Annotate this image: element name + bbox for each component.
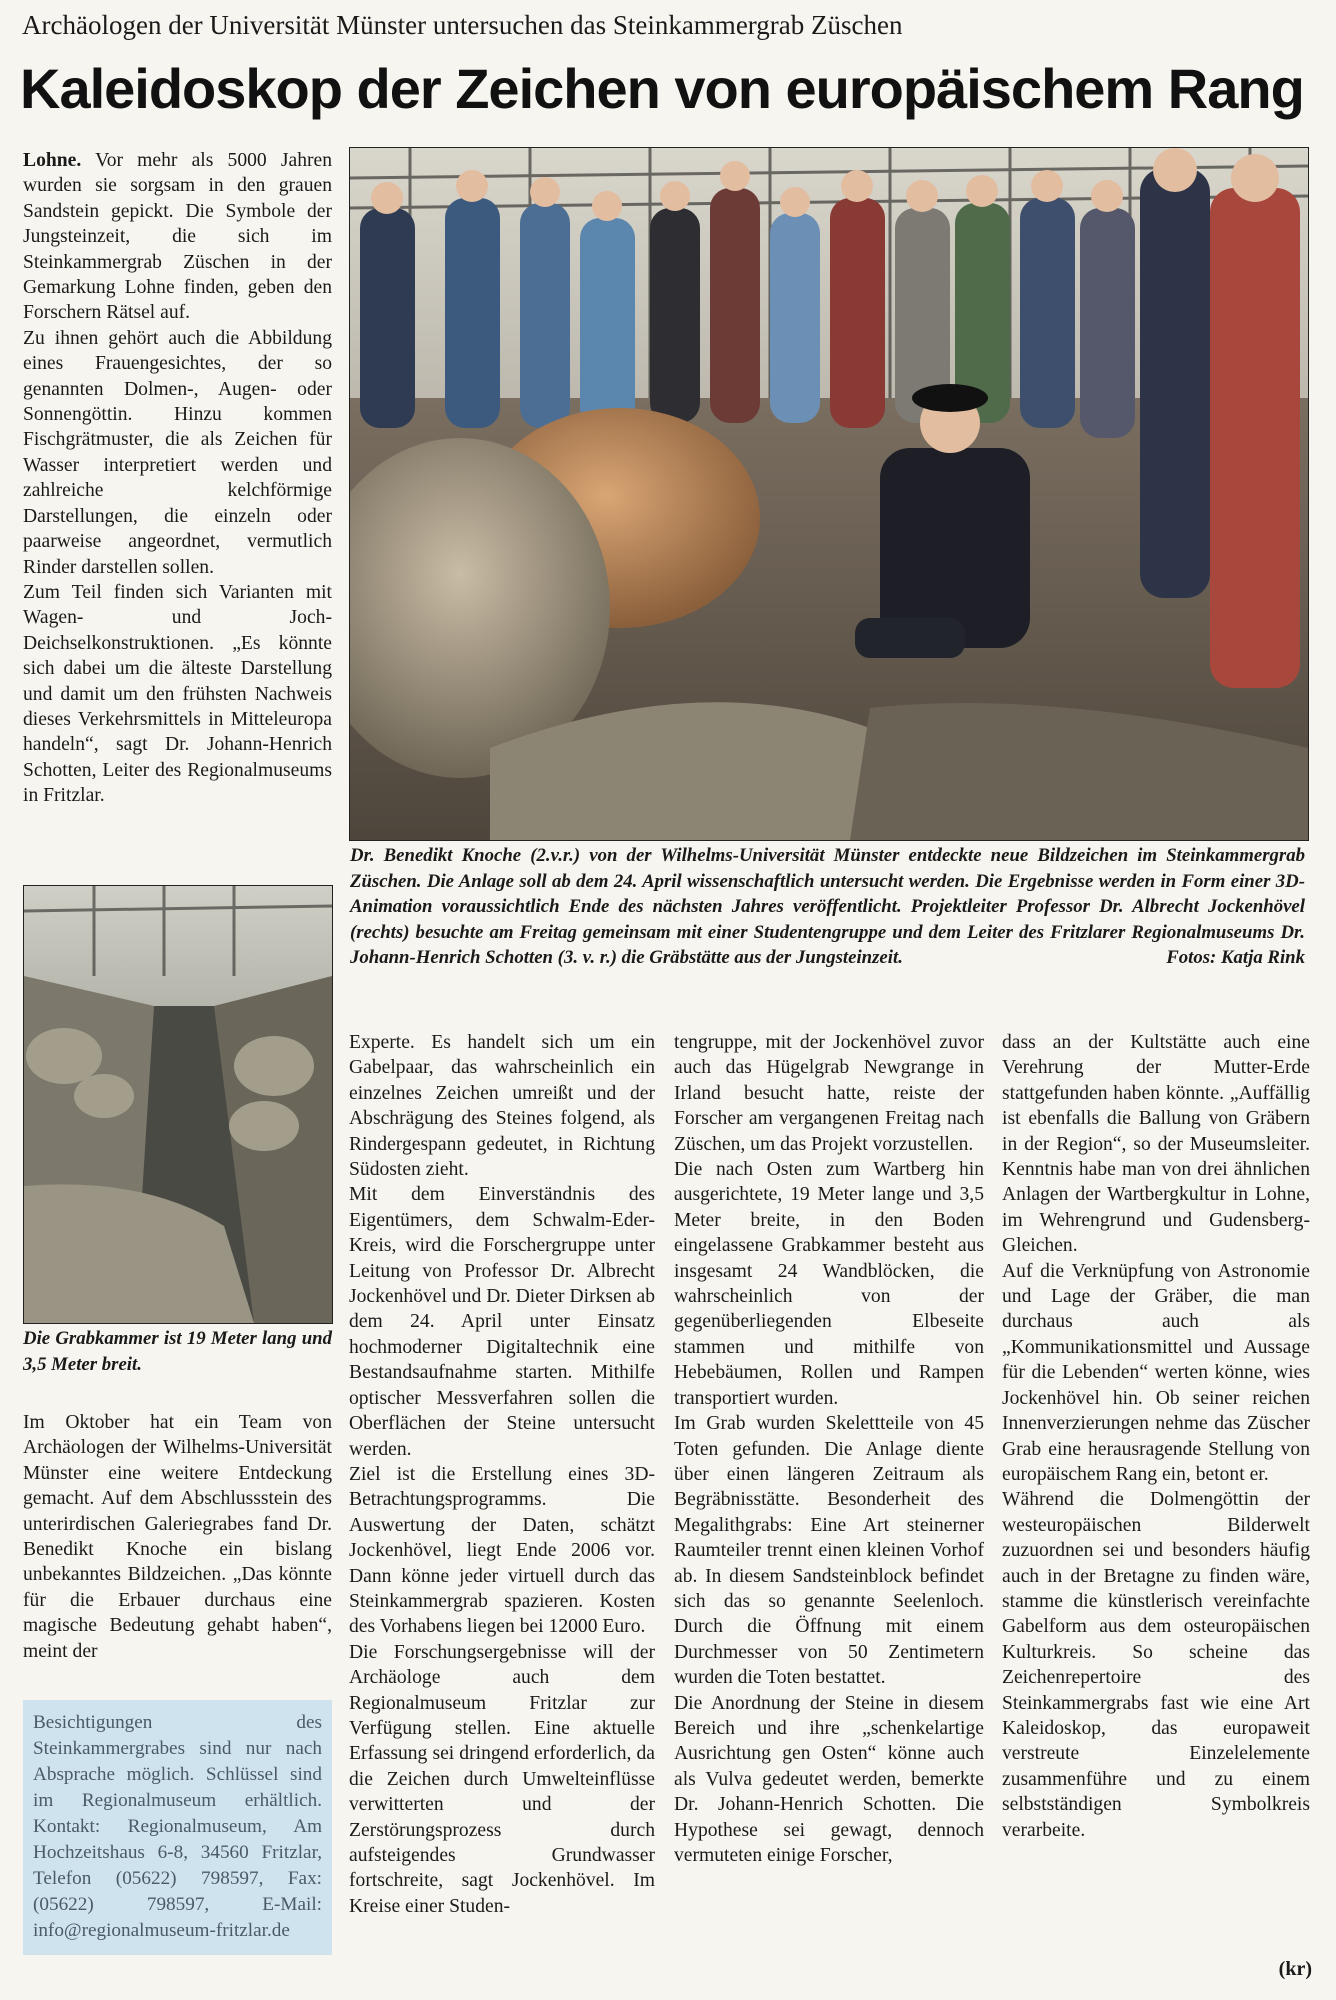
column-4 <box>1002 1030 1310 1843</box>
info-box: Besichtigungen des Steinkammergrabes sind nur nach Absprache möglich. Schlüssel sind im Regionalmuseum erhältlich. Kontakt: Regionalmuseum, Am Hochzeitshaus 6-8, 34560 Fritzlar, Telefon (05622) 798597, Fax: (05622) 798597, E-Mail: info@regionalmuseum-fritzlar.de <box>23 1700 332 1955</box>
grave-chamber-image <box>24 886 332 1323</box>
paragraph-text: Vor mehr als 5000 Jahren wurden sie sorgsam in den grauen Sandstein gepickt. Die Symbole der Jungsteinzeit, die sich im Steinkammergrab Züschen in der Gemarkung Lohne finden, geben den Forschern Rätsel auf. <box>23 150 333 324</box>
group-photo-image <box>350 148 1308 840</box>
paragraph: Die nach Osten zum Wartberg hin ausgerichtete, 19 Meter lange und 3,5 Meter breite, in den Boden eingelassene Grabkammer besteht aus insgesamt 24 Wandblöcken, die wahrscheinlich von der gegenüberliegenden Elbeseite stammen und mithilfe von Hebebäumen, Rollen und Rampen transportiert wurden. <box>674 1159 984 1409</box>
caption-text: Dr. Benedikt Knoche (2.v.r.) von der Wilhelms-Universität Münster entdeckte neue Bildzeichen im Steinkammergrab Züschen. Die Anlage soll ab dem 24. April wissenschaftlich untersucht werden. Die Ergebnisse werden in Form einer 3D-Animation voraussichtlich Ende des nächsten Jahres veröffentlicht. Projektleiter Professor Dr. Albrecht Jockenhövel (rechts) besuchte am Freitag gemeinsam mit einer Studentengruppe und dem Leiter des Fritzlarer Regionalmuseums Dr. Johann-Henrich Schotten (3. v. r.) die Gräbstätte aus der Jungsteinzeit. <box>350 845 1305 968</box>
column-2 <box>349 1030 655 1919</box>
paragraph: Die Anordnung der Steine in diesem Bereich und ihre „schenkelartige Ausrichtung gen Osten“ könne auch als Vulva gedeutet werden, bemerkte Dr. Johann-Henrich Schotten. Die Hypothese sei gewagt, dennoch vermuteten einige Forscher, <box>674 1692 984 1866</box>
column-1-upper <box>23 148 332 809</box>
photo-credit: Fotos: Katja Rink <box>1166 947 1305 968</box>
paragraph: Die Forschungsergebnisse will der Archäologe auch dem Regionalmuseum Fritzlar zur Verfügung stellen. Eine aktuelle Erfassung sei dringend erforderlich, da die Zeichen durch Umwelteinflüsse verwitterten und der Zerstörungsprozess durch aufsteigendes Grundwasser fortschreite, sagt Jockenhövel. Im Kreise einer Studen- <box>349 1641 655 1917</box>
paragraph: dass an der Kultstätte auch eine Verehrung der Mutter-Erde stattgefunden haben könnte. „Auffällig ist ebenfalls die Ballung von Gräbern in der Region“, so der Museumsleiter. Kenntnis habe man von drei ähnlichen Anlagen der Wartbergkultur in Lohne, im Wehrengrund und Gudensberg-Gleichen. <box>1002 1032 1310 1257</box>
column-1-lower <box>23 1410 332 1664</box>
small-photo <box>23 885 333 1324</box>
paragraph: Experte. Es handelt sich um ein Gabelpaar, das wahrscheinlich ein einzelnes Zeichen umreißt und der Abschrägung des Steines folgend, als Rindergespann gedeutet, in Richtung Südosten zieht. <box>349 1032 655 1181</box>
paragraph: Im Grab wurden Skelettteile von 45 Toten gefunden. Die Anlage diente über einen längeren Zeitraum als Begräbnisstätte. Besonderheit des Megalithgrabs: Eine Art steinerner Raumteiler trennt einen kleinen Vorhof ab. In diesem Sandsteinblock befindet sich das so genannte Seelenloch. Durch die Öffnung mit einem Durchmesser von 50 Zentimetern wurden die Toten bestattet. <box>674 1413 984 1689</box>
small-photo-caption: Die Grabkammer ist 19 Meter lang und 3,5 Meter breit. <box>23 1328 332 1375</box>
main-photo-caption <box>350 843 1305 971</box>
paragraph: Mit dem Einverständnis des Eigentümers, dem Schwalm-Eder-Kreis, wird die Forschergruppe unter Leitung von Professor Dr. Albrecht Jockenhövel und Dr. Dieter Dirksen ab dem 24. April unter Einsatz hochmoderner Digitaltechnik eine Bestandsaufnahme starten. Mithilfe optischer Messverfahren sollen die Oberflächen der Steine untersucht werden. <box>349 1184 655 1460</box>
kicker: Archäologen der Universität Münster untersuchen das Steinkammergrab Züschen <box>22 10 903 40</box>
headline: Kaleidoskop der Zeichen von europäischem Rang <box>20 57 1304 120</box>
paragraph: Ziel ist die Erstellung eines 3D-Betrachtungsprogramms. Die Auswertung der Daten, schätzt Jockenhövel, liegt Ende 2006 vor. Dann könne jeder virtuell durch das Steinkammergrab spazieren. Kosten des Vorhabens liegen bei 12000 Euro. <box>349 1463 655 1638</box>
paragraph <box>23 148 332 326</box>
dateline: Lohne. <box>23 150 82 171</box>
column-3 <box>674 1030 984 1868</box>
paragraph: Auf die Verknüpfung von Astronomie und Lage der Gräber, die man durchaus auch als „Kommunikationsmittel und Aussage für die Lebenden“ werten könne, wies Jockenhövel hin. Ob seiner reichen Innenverzierungen nehme das Züscher Grab eine herausragende Stellung von europäischem Rang ein, betont er. <box>1002 1260 1310 1485</box>
paragraph: Zum Teil finden sich Varianten mit Wagen- und Joch-Deichselkonstruktionen. „Es könnte sich dabei um die älteste Darstellung und damit um den frühsten Nachweis dieses Verkehrsmittels in Mitteleuropa handeln“, sagt Dr. Johann-Henrich Schotten, Leiter des Regionalmuseums in Fritzlar. <box>23 581 332 807</box>
byline: (kr) <box>1278 1958 1312 1980</box>
main-photo <box>349 147 1309 841</box>
paragraph: Zu ihnen gehört auch die Abbildung eines Frauengesichtes, der so genannten Dolmen-, Augen- oder Sonnengöttin. Hinzu kommen Fischgrätmuster, die als Zeichen für Wasser interpretiert werden und zahlreiche kelchförmige Darstellungen, die einzeln oder paarweise angeordnet, vermutlich Rinder darstellen sollen. <box>23 327 332 578</box>
paragraph: tengruppe, mit der Jockenhövel zuvor auch das Hügelgrab Newgrange in Irland besucht hatte, reiste der Forscher am vergangenen Freitag nach Züschen, um das Projekt vorzustellen. <box>674 1032 984 1155</box>
paragraph: Während die Dolmengöttin der westeuropäischen Bilderwelt zuzuordnen sei und besonders häufig auch in der Bretagne zu finden wäre, stamme die künstlerisch vereinfachte Gabelform aus dem osteuropäischen Kulturkreis. So scheine das Zeichenrepertoire des Steinkammergrabs fast wie eine Art Kaleidoskop, das europaweit verstreute Einzelelemente zusammenführe und zu einem selbstständigen Symbolkreis verarbeite. <box>1002 1489 1310 1841</box>
paragraph: Im Oktober hat ein Team von Archäologen der Wilhelms-Universität Münster eine weitere Entdeckung gemacht. Auf dem Abschlussstein des unterirdischen Galeriegrabes fand Dr. Benedikt Knoche ein bislang unbekanntes Bildzeichen. „Das könnte für die Erbauer durchaus eine magische Bedeutung gehabt haben“, meint der <box>23 1412 332 1662</box>
